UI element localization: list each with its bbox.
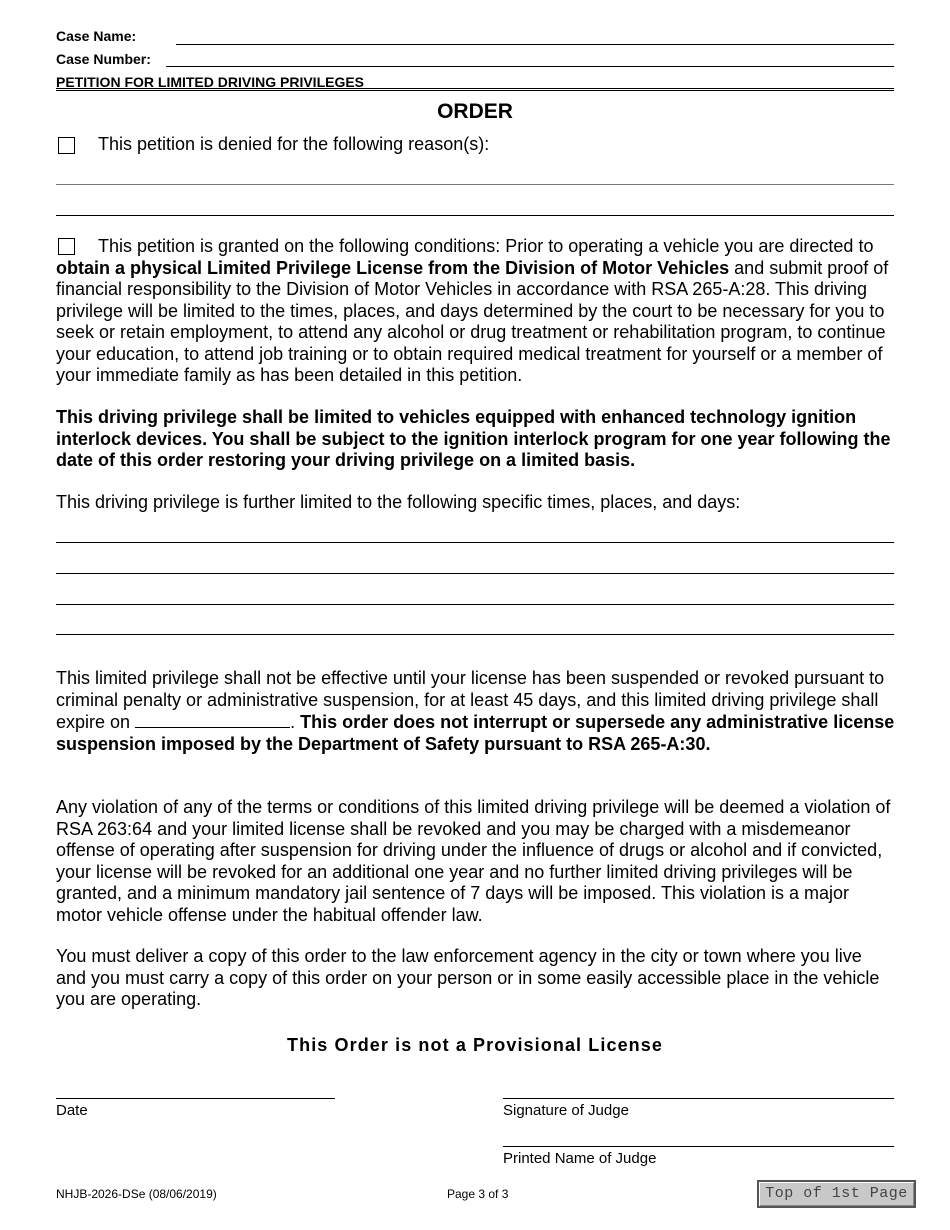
case-number-label: Case Number: (56, 51, 151, 67)
limits-line-2[interactable] (56, 573, 894, 574)
effective-text-1: This limited privilege shall not be effective until your license has been suspended or revoked pursuant to criminal penalty or administrative suspension, for at least 45 days, and this limited driving privilege shall expire on (56, 668, 885, 732)
judge-signature-line[interactable] (503, 1098, 894, 1099)
violation-paragraph: Any violation of any of the terms or conditions of this limited driving privilege will be deemed a violation of RSA 263:64 and your limited license shall be revoked and you may be charged with a misdemeanor offense of operating after suspension for driving under the influence of drugs or alcohol and if convicted, your license will be revoked for an additional one year and no further limited driving privileges will be granted, and a minimum mandatory jail sentence of 7 days will be imposed. This violation is a major motor vehicle offense under the habitual offender law. (56, 797, 891, 925)
denied-text: This petition is denied for the following reason(s): (98, 134, 490, 154)
limits-line-3[interactable] (56, 604, 894, 605)
petition-title: PETITION FOR LIMITED DRIVING PRIVILEGES (56, 74, 365, 90)
case-name-field[interactable] (176, 44, 894, 45)
effective-paragraph (56, 668, 896, 755)
denied-reason-line-1[interactable] (56, 184, 894, 185)
form-id: NHJB-2026-DSe (08/06/2019) (56, 1187, 217, 1201)
granted-rest: and submit proof of financial responsibility to the Division of Motor Vehicles in accordance with RSA 265-A:28. This driving privilege will be limited to the times, places, and days determined by the court to be necessary for you to seek or retain employment, to attend any alcohol or drug treatment or rehabilitation program, to continue your education, to attend job training or to obtain required medical treatment for yourself or a member of your immediate family as has been detailed in this petition. (56, 257, 889, 385)
judge-signature-label: Signature of Judge (503, 1102, 629, 1119)
expiration-date-field[interactable] (135, 711, 290, 728)
judge-printed-name-label: Printed Name of Judge (503, 1150, 657, 1167)
deliver-paragraph: You must deliver a copy of this order to the law enforcement agency in the city or town where you live and you must carry a copy of this order on your person or in some easily accessible place in the vehicle you are operating. (56, 946, 880, 1009)
not-provisional-notice: This Order is not a Provisional License (287, 1035, 663, 1055)
further-limited-text: This driving privilege is further limited to the following specific times, places, and days: (56, 492, 741, 512)
granted-paragraph (56, 236, 896, 387)
header-divider (56, 88, 894, 91)
denied-reason-line-2[interactable] (56, 215, 894, 216)
date-line[interactable] (56, 1098, 335, 1099)
judge-printed-name-line[interactable] (503, 1146, 894, 1147)
effective-text-2: . (290, 712, 301, 732)
denied-checkbox[interactable] (58, 137, 75, 154)
case-number-field[interactable] (166, 66, 894, 67)
granted-bold: obtain a physical Limited Privilege License from the Division of Motor Vehicles (56, 257, 730, 278)
effective-bold: This order does not interrupt or supersede any administrative license suspension imposed by the Department of Safety pursuant to RSA 265-A:30. (56, 712, 895, 754)
case-name-label: Case Name: (56, 28, 137, 44)
top-of-first-page-button[interactable]: Top of 1st Page (757, 1180, 916, 1208)
interlock-paragraph: This driving privilege shall be limited to vehicles equipped with enhanced technology ignition interlock devices. You shall be subject to the ignition interlock program for one year following the date of this order restoring your driving privilege on a limited basis. (56, 407, 891, 470)
page-number: Page 3 of 3 (447, 1187, 509, 1201)
order-title: ORDER (437, 100, 513, 123)
limits-line-4[interactable] (56, 634, 894, 635)
granted-intro: This petition is granted on the following conditions: Prior to operating a vehicle you are directed to (98, 236, 874, 256)
limits-line-1[interactable] (56, 542, 894, 543)
date-label: Date (56, 1102, 88, 1119)
